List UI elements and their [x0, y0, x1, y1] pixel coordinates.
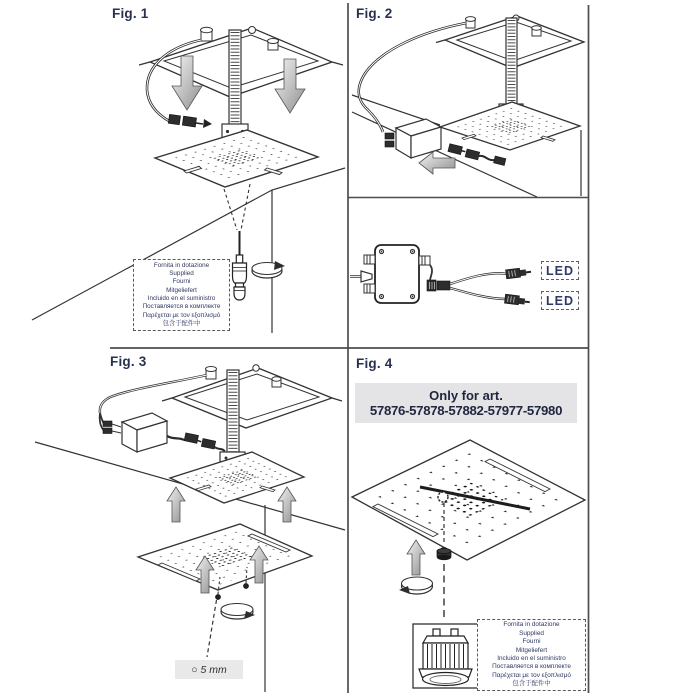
fig2-junction-box-detail: [350, 245, 531, 306]
fig3-ceiling-frame: [162, 365, 342, 428]
supplied-line-zh: 包含于配件中: [512, 680, 551, 688]
led-spot-hole: [438, 492, 448, 502]
fig3-connector-jumper: [167, 433, 227, 452]
notice-line1: Only for art.: [429, 388, 503, 403]
supplied-line-it: Fornita in dotazione: [503, 621, 560, 629]
fig1-shower-panel: [155, 130, 318, 187]
fig2-drawing: [352, 15, 584, 197]
supplied-line-ru: Поставляется в комплекте: [142, 303, 221, 311]
supplied-line-zh: 包含于配件中: [162, 319, 201, 327]
up-arrow-icon: [407, 540, 425, 575]
junction-center-connector: [427, 280, 450, 291]
hex-key-size-label: ○ 5 mm: [175, 660, 243, 679]
supplied-line-de: Mitgeliefert: [166, 286, 197, 294]
supplied-line-es: Incluido en el suministro: [497, 655, 566, 662]
left-arrow-icon: [419, 152, 455, 174]
fig1-label: Fig. 1: [112, 6, 149, 21]
up-arrow-icon: [278, 487, 296, 522]
up-arrow-icon: [167, 487, 185, 522]
led-label-top: LED: [541, 261, 579, 280]
fig2-label: Fig. 2: [356, 6, 393, 21]
supplied-line-el: Παρέχεται με τον εξοπλισμό: [492, 671, 571, 679]
supplied-line-ru: Поставляется в комплекте: [492, 663, 571, 671]
rotate-arrow-icon: [221, 604, 255, 620]
only-for-art-notice: [355, 383, 577, 423]
fig4-shower-panel: [352, 440, 585, 560]
led-label-bottom: LED: [541, 291, 579, 310]
supplied-line-fr: Fourni: [522, 638, 541, 646]
supplied-line-es: Incluido en el suministro: [147, 295, 216, 302]
led-cable-lower: [450, 288, 530, 306]
supplied-line-en: Supplied: [169, 270, 194, 278]
fig4-supplied-note: [477, 619, 586, 691]
supplied-line-fr: Fourni: [172, 278, 191, 286]
rotate-arrow-icon: [399, 577, 433, 594]
screwdriver-icon: [233, 231, 247, 300]
led-cable-upper: [450, 267, 531, 284]
fig1-screw-guides: [224, 184, 250, 230]
supplied-line-el: Παρέχεται με τον εξοπλισμό: [142, 311, 221, 319]
fig2-connector-jumper: [448, 144, 506, 167]
led-lamp-fitting: [437, 548, 451, 561]
notice-line2: 57876-57878-57882-57977-57980: [369, 403, 563, 418]
fig4-label: Fig. 4: [356, 356, 393, 371]
supplied-line-it: Fornita in dotazione: [153, 261, 210, 269]
rotate-arrow-icon: [252, 261, 285, 278]
fig2-shower-panel: [440, 102, 580, 150]
supplied-line-de: Mitgeliefert: [515, 646, 548, 654]
fig3-label: Fig. 3: [110, 354, 147, 369]
fig3-drawing: [35, 365, 345, 692]
led-bulb-icon: [419, 629, 472, 686]
fig3-power-supply-box: [122, 413, 167, 452]
supplied-line-en: Supplied: [519, 629, 544, 637]
fig1-supplied-note: [133, 259, 230, 331]
fig3-lower-shower-panel: [138, 524, 312, 590]
